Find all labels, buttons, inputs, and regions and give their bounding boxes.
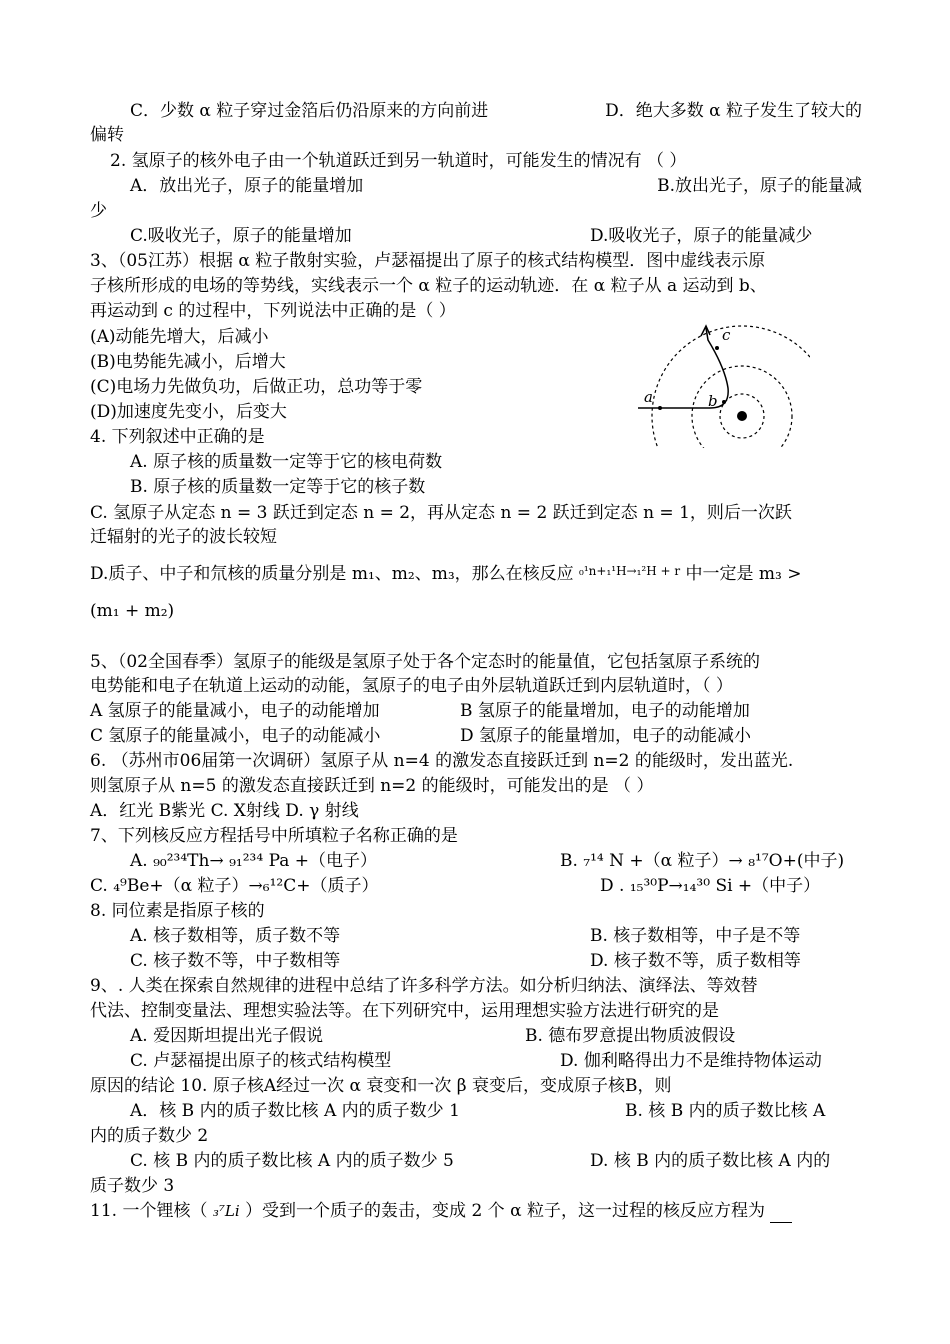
q4-stem: 4. 下列叙述中正确的是 (90, 427, 265, 447)
label-c: c (722, 326, 731, 344)
q3-option-d: (D)加速度先变小，后变大 (90, 402, 287, 422)
lithium-symbol: ₃⁷Li (212, 1202, 240, 1220)
q3-option-b: (B)电势能先减小，后增大 (90, 352, 286, 372)
q1-options-cd: C．少数 α 粒子穿过金箔后仍沿原来的方向前进 D．绝大多数 α 粒子发生了较大的 (130, 101, 862, 121)
q3-option-c: (C)电场力先做负功，后做正功，总功等于零 (90, 377, 423, 397)
q2-options-ab: A．放出光子，原子的能量增加 B.放出光子，原子的能量减 (130, 176, 862, 196)
q3-stem: 3、（05江苏）根据 α 粒子散射实验，卢瑟福提出了原子的核式结构模型．图中虚线表示原 (90, 251, 766, 271)
q11-stem: 11. 一个锂核（ ₃⁷Li ）受到一个质子的轰击，变成 2 个 α 粒子，这一过程的核反应方程为 (90, 1200, 862, 1223)
trajectory-arrow (701, 326, 710, 336)
label-a: a (644, 388, 653, 406)
q9-stem: 9、. 人类在探索自然规律的进程中总结了许多科学方法。如分析归纳法、演绎法、等效替 (90, 976, 758, 996)
q3-option-a: (A)动能先增大，后减小 (90, 327, 269, 347)
q8-stem: 8. 同位素是指原子核的 (90, 901, 265, 921)
q6-stem: 6. （苏州市06届第一次调研）氢原子从 n=4 的激发态直接跃迁到 n=2 的能级时，发出蓝光. (90, 751, 794, 771)
q2-options-cd: C.吸收光子，原子的能量增加 D.吸收光子，原子的能量减少 (130, 226, 813, 246)
q2-stem: 2. 氢原子的核外电子由一个轨道跃迁到另一轨道时，可能发生的情况有 （ ） (110, 151, 687, 171)
nuclear-formula: ₀¹n+₁¹H→₁²H + r (579, 564, 681, 578)
q4-option-d: D.质子、中子和氘核的质量分别是 m₁、m₂、m₃，那么在核反应 $^{_0^1n+_1^1H\to_1^2H + r}$ 中一定是 m₃ > (90, 564, 802, 584)
nucleus-dot (737, 411, 747, 421)
label-b: b (708, 392, 718, 410)
q7-stem: 7、下列核反应方程括号中所填粒子名称正确的是 (90, 826, 458, 846)
answer-blank[interactable] (770, 1206, 792, 1223)
q5-stem: 5、（02全国春季）氢原子的能级是氢原子处于各个定态时的能量值，它包括氢原子系统的 (90, 652, 760, 672)
